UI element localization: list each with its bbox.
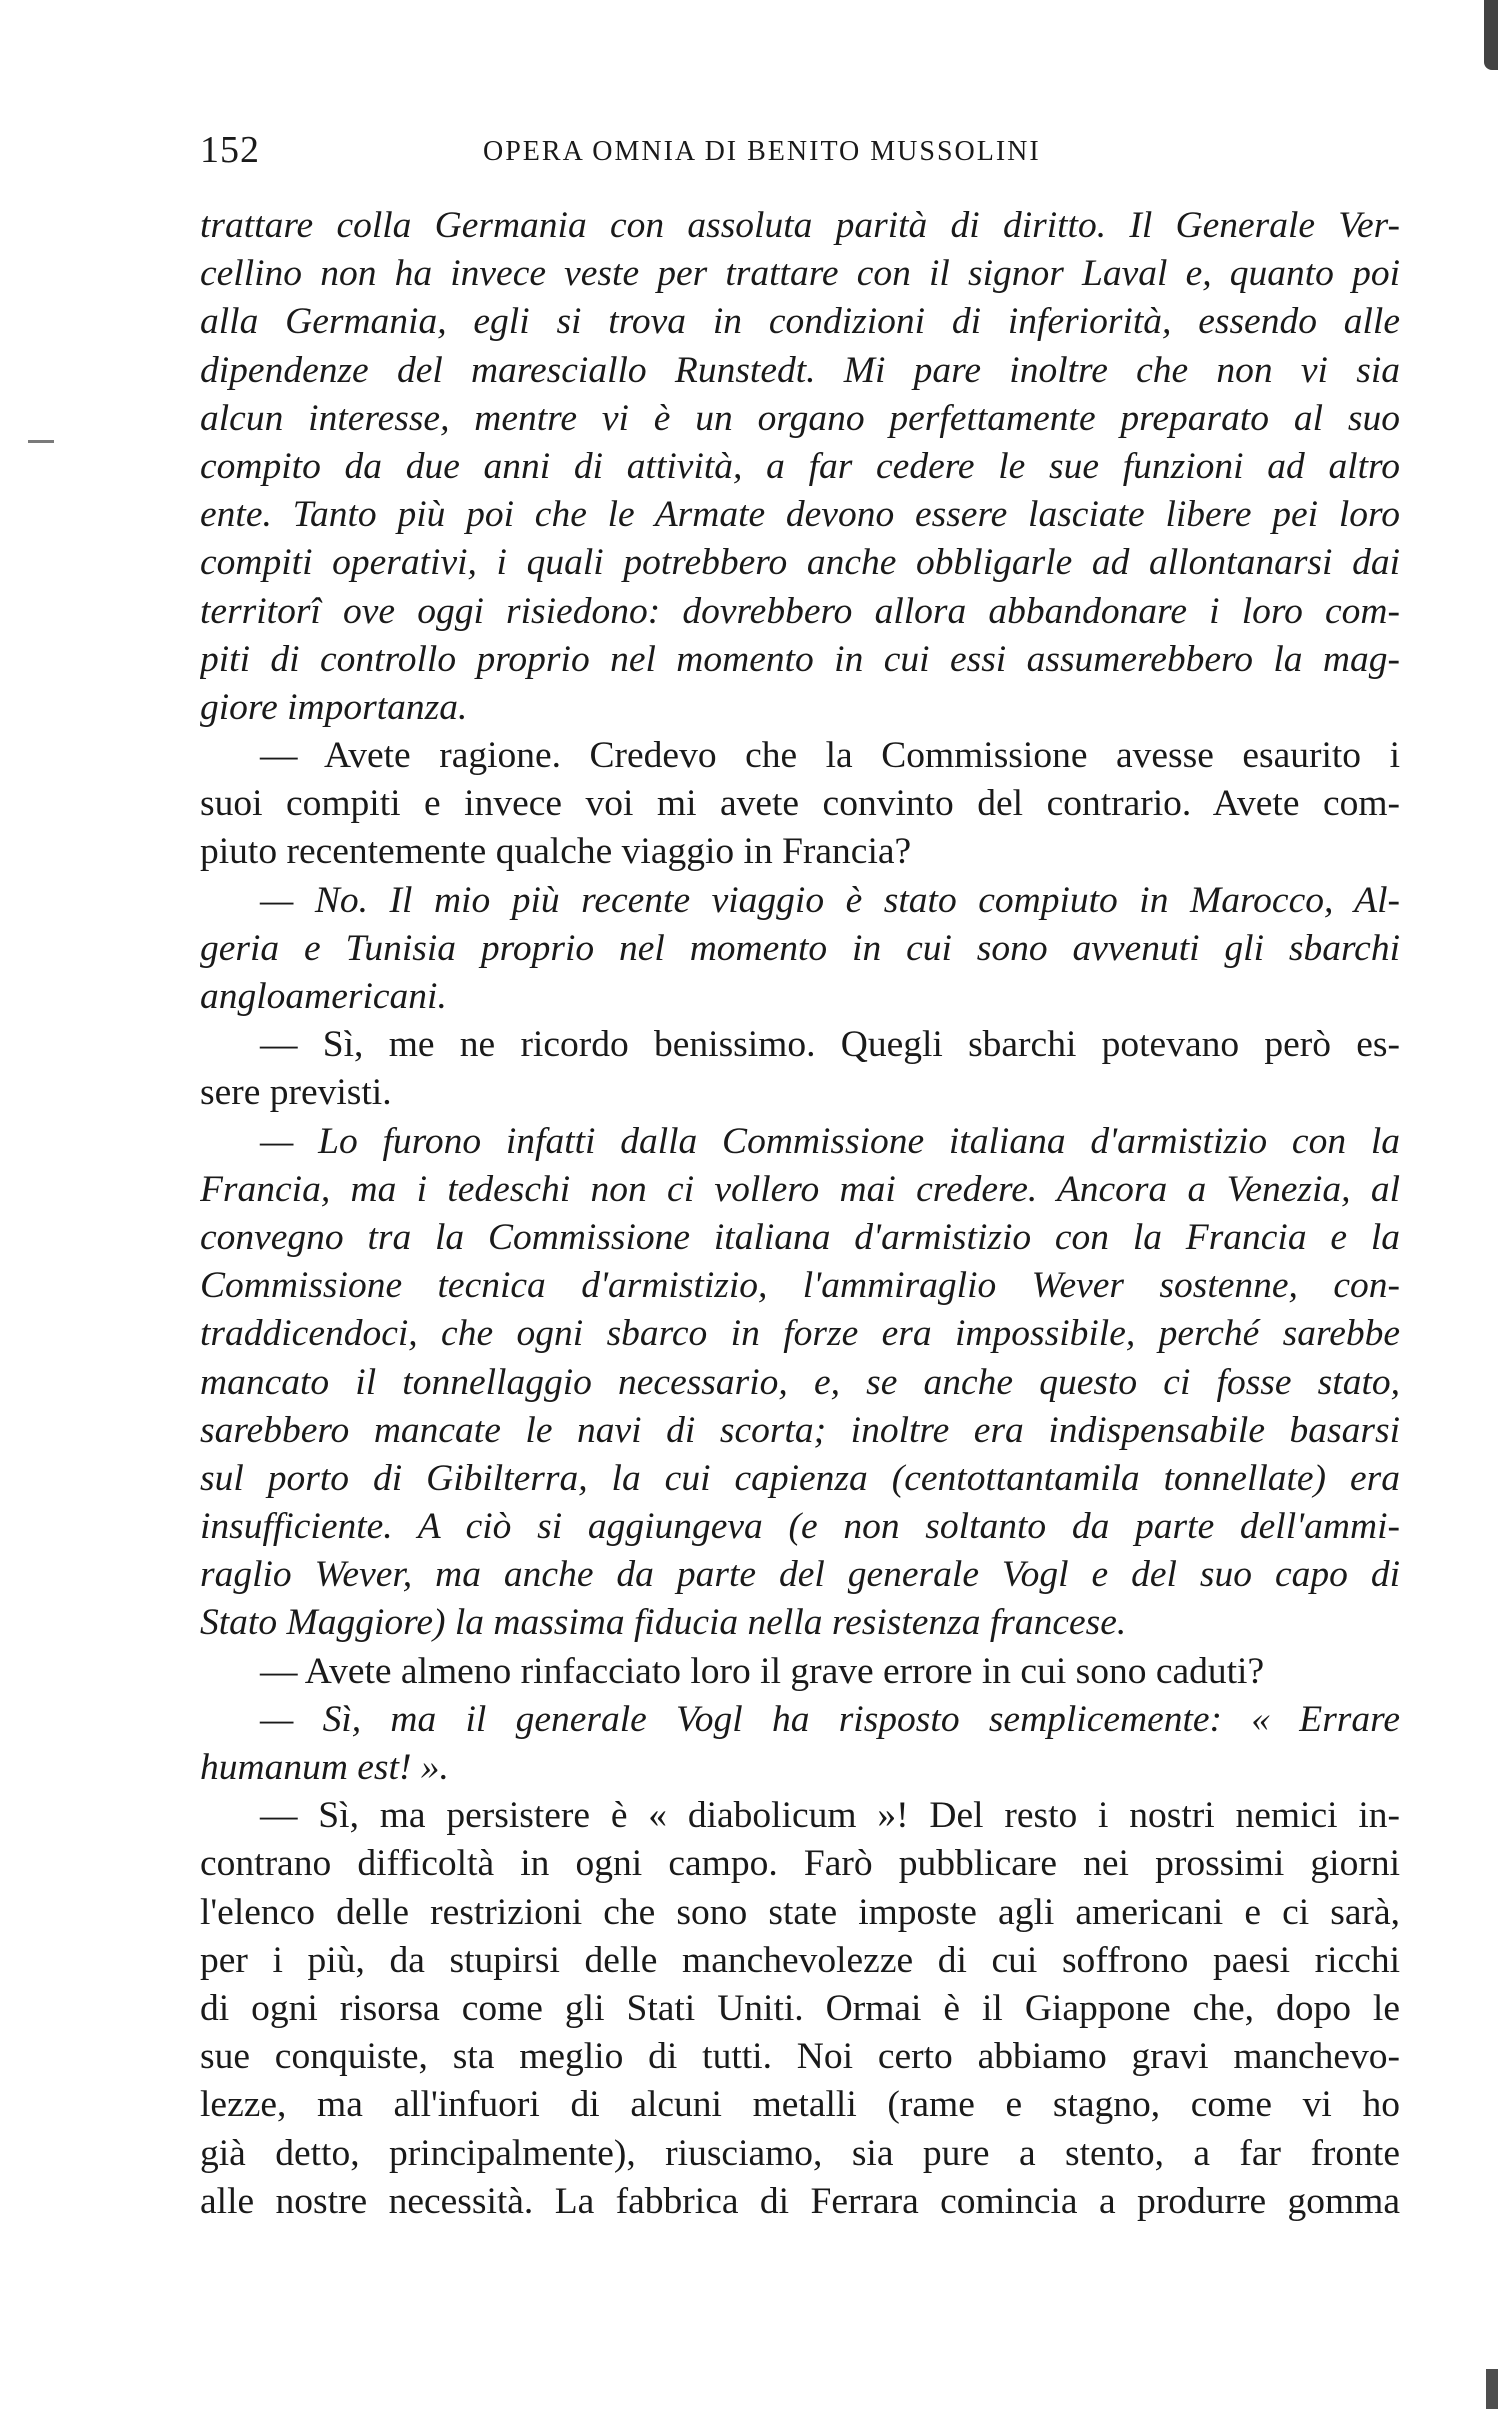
text-line: di ogni risorsa come gli Stati Uniti. Ormai è il Giappone che, dopo le: [200, 1987, 1400, 2029]
page-number: 152: [200, 129, 260, 171]
text-line: — Sì, ma il generale Vogl ha risposto semplicemente: « Errare: [260, 1698, 1400, 1740]
text-line: cellino non ha invece veste per trattare con il signor Laval e, quanto poi: [200, 253, 1400, 295]
text-line: suoi compiti e invece voi mi avete convinto del contrario. Avete com-: [200, 783, 1400, 825]
scan-edge-mark: [1484, 0, 1498, 70]
text-line: traddicendoci, che ogni sbarco in forze era impossibile, perché sarebbe: [200, 1313, 1400, 1355]
text-line: alcun interesse, mentre vi è un organo perfettamente preparato al suo: [200, 397, 1400, 439]
text-line: contrano difficoltà in ogni campo. Farò pubblicare nei prossimi giorni: [200, 1843, 1400, 1885]
text-line: raglio Wever, ma anche da parte del generale Vogl e del suo capo di: [200, 1554, 1400, 1596]
text-line: — No. Il mio più recente viaggio è stato compiuto in Marocco, Al-: [260, 879, 1400, 921]
text-line: Francia, ma i tedeschi non ci vollero mai credere. Ancora a Venezia, al: [200, 1168, 1400, 1210]
text-line: geria e Tunisia proprio nel momento in cui sono avvenuti gli sbarchi: [200, 927, 1400, 969]
scan-margin-mark: [28, 440, 54, 443]
text-line: alla Germania, egli si trova in condizioni di inferiorità, essendo alle: [200, 301, 1400, 343]
text-line: già detto, principalmente), riusciamo, sia pure a stento, a far fronte: [200, 2132, 1400, 2174]
running-title: OPERA OMNIA DI BENITO MUSSOLINI: [483, 136, 1041, 167]
text-line: — Sì, ma persistere è « diabolicum »! Del resto i nostri nemici in-: [260, 1795, 1400, 1837]
text-line: sul porto di Gibilterra, la cui capienza (centottantamila tonnellate) era: [200, 1457, 1400, 1499]
text-line: insufficiente. A ciò si aggiungeva (e non soltanto da parte dell'ammi-: [200, 1506, 1400, 1548]
body-text: [200, 202, 1400, 2226]
text-line: — Avete almeno rinfacciato loro il grave errore in cui sono caduti?: [260, 1650, 1265, 1692]
text-line: dipendenze del maresciallo Runstedt. Mi pare inoltre che non vi sia: [200, 349, 1400, 391]
text-line: convegno tra la Commissione italiana d'armistizio con la Francia e la: [200, 1216, 1400, 1258]
text-line: sue conquiste, sta meglio di tutti. Noi certo abbiamo gravi manchevo-: [200, 2036, 1400, 2078]
text-line: compito da due anni di attività, a far cedere le sue funzioni ad altro: [200, 445, 1400, 487]
text-line: mancato il tonnellaggio necessario, e, se anche questo ci fosse stato,: [200, 1361, 1400, 1403]
text-line: sere previsti.: [200, 1072, 392, 1114]
text-line: piti di controllo proprio nel momento in cui essi assumerebbero la mag-: [200, 638, 1400, 680]
text-line: — Lo furono infatti dalla Commissione italiana d'armistizio con la: [260, 1120, 1400, 1162]
text-line: humanum est! ».: [200, 1747, 449, 1788]
text-line: angloamericani.: [200, 976, 447, 1017]
page-header: [200, 128, 1400, 178]
text-line: Stato Maggiore) la massima fiducia nella resistenza francese.: [200, 1602, 1127, 1644]
text-line: — Sì, me ne ricordo benissimo. Quegli sbarchi potevano però es-: [260, 1024, 1400, 1066]
text-line: l'elenco delle restrizioni che sono state imposte agli americani e ci sarà,: [200, 1891, 1400, 1933]
text-line: territorî ove oggi risiedono: dovrebbero allora abbandonare i loro com-: [200, 590, 1400, 632]
text-line: piuto recentemente qualche viaggio in Francia?: [200, 831, 912, 873]
text-line: Commissione tecnica d'armistizio, l'ammiraglio Wever sostenne, con-: [200, 1265, 1400, 1307]
text-line: giore importanza.: [200, 686, 468, 728]
scan-edge-mark-bottom: [1486, 2369, 1498, 2409]
text-line: compiti operativi, i quali potrebbero anche obbligarle ad allontanarsi dai: [200, 542, 1400, 584]
text-line: sarebbero mancate le navi di scorta; inoltre era indispensabile basarsi: [200, 1409, 1400, 1451]
text-line: alle nostre necessità. La fabbrica di Ferrara comincia a produrre gomma: [200, 2180, 1400, 2222]
text-line: per i più, da stupirsi delle manchevolezze di cui soffrono paesi ricchi: [200, 1939, 1400, 1981]
text-line: lezze, ma all'infuori di alcuni metalli (rame e stagno, come vi ho: [200, 2084, 1400, 2126]
text-line: — Avete ragione. Credevo che la Commissione avesse esaurito i: [260, 735, 1400, 777]
text-line: trattare colla Germania con assoluta parità di diritto. Il Generale Ver-: [200, 205, 1400, 246]
text-line: ente. Tanto più poi che le Armate devono essere lasciate libere pei loro: [200, 494, 1400, 536]
